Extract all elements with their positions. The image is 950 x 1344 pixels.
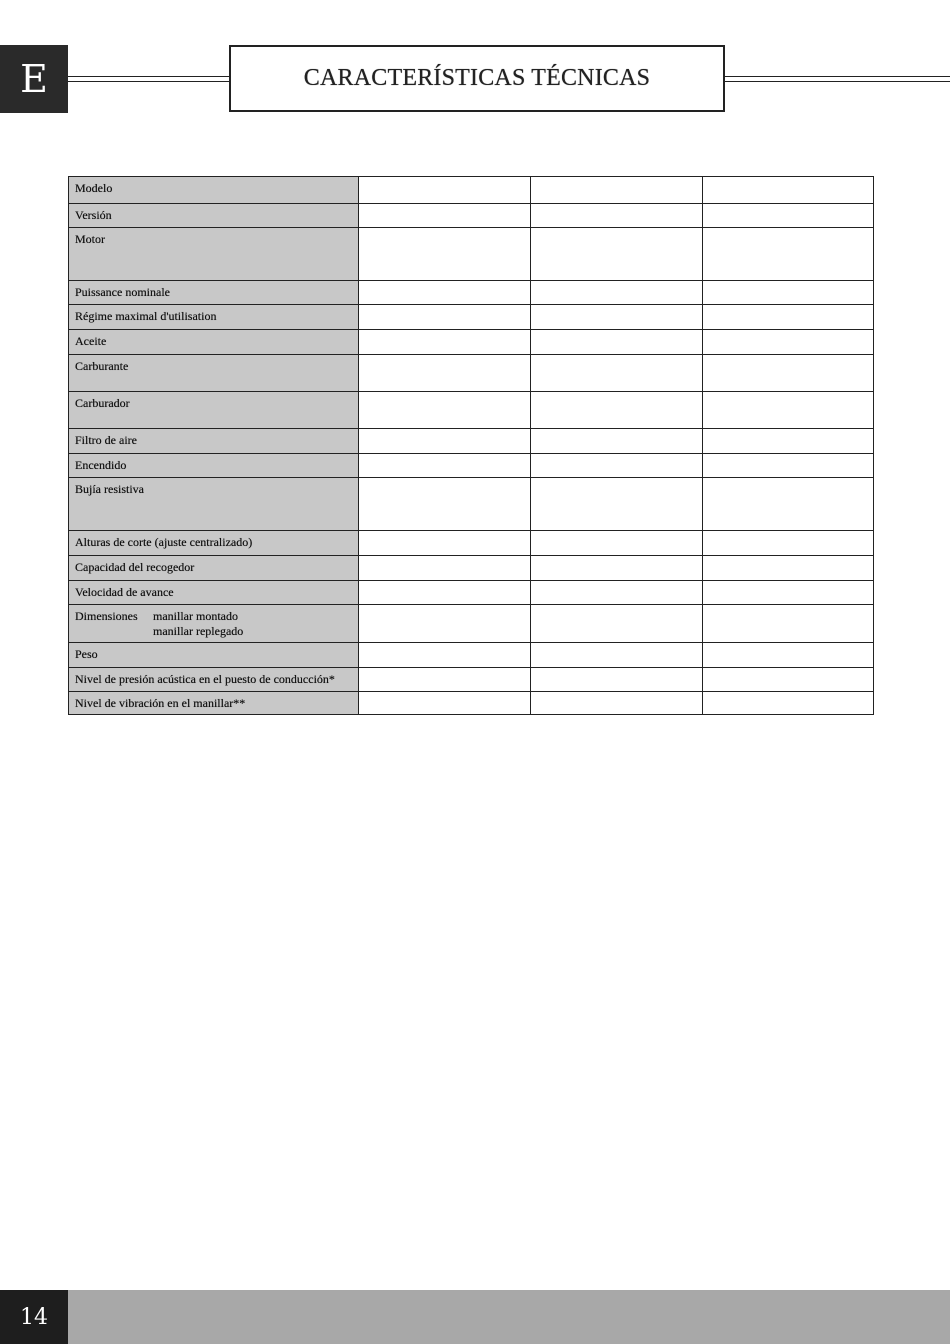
spec-label-cell [69, 643, 359, 668]
header-rule-left [68, 76, 230, 82]
spec-value-cell [359, 305, 531, 330]
spec-value-cell [359, 330, 531, 355]
spec-value-cell [531, 605, 703, 643]
page-number: 14 [20, 1304, 48, 1330]
spec-label: Modelo [75, 181, 113, 195]
spec-value-cell [359, 177, 531, 204]
spec-label: Carburador [75, 396, 130, 410]
spec-label-cell [69, 281, 359, 305]
spec-value-cell [359, 556, 531, 581]
spec-label: Peso [75, 647, 98, 661]
spec-label: Puissance nominale [75, 285, 170, 299]
spec-value-cell [531, 531, 703, 556]
spec-row [69, 478, 874, 531]
spec-sublabel: manillar replegado [153, 624, 244, 638]
spec-row [69, 355, 874, 392]
spec-value-cell [703, 531, 874, 556]
spec-value-cell [359, 392, 531, 429]
spec-label: Nivel de presión acústica en el puesto de conducción* [75, 672, 335, 686]
spec-row [69, 330, 874, 355]
spec-value-cell [359, 204, 531, 228]
spec-label-cell [69, 355, 359, 392]
spec-row [69, 668, 874, 692]
spec-label: Motor [75, 232, 105, 246]
spec-label: Dimensiones [75, 609, 138, 623]
spec-label-cell [69, 305, 359, 330]
spec-value-cell [703, 692, 874, 715]
spec-value-cell [531, 228, 703, 281]
spec-row [69, 581, 874, 605]
spec-row [69, 605, 874, 643]
spec-row [69, 692, 874, 715]
spec-label-cell [69, 330, 359, 355]
spec-value-cell [531, 355, 703, 392]
spec-value-cell [359, 429, 531, 454]
spec-value-cell [531, 204, 703, 228]
spec-value-cell [359, 668, 531, 692]
spec-value-cell [703, 392, 874, 429]
spec-label-cell [69, 478, 359, 531]
spec-value-cell [531, 392, 703, 429]
spec-row [69, 204, 874, 228]
spec-value-cell [359, 643, 531, 668]
spec-row [69, 643, 874, 668]
spec-label-cell [69, 531, 359, 556]
spec-sublabel: manillar montado [153, 609, 238, 623]
spec-value-cell [531, 281, 703, 305]
language-badge [0, 45, 68, 113]
spec-value-cell [359, 355, 531, 392]
spec-value-cell [531, 330, 703, 355]
spec-value-cell [359, 605, 531, 643]
language-code: E [20, 57, 48, 101]
spec-value-cell [531, 581, 703, 605]
spec-row [69, 556, 874, 581]
spec-label: Aceite [75, 334, 107, 348]
spec-value-cell [359, 228, 531, 281]
spec-value-cell [531, 429, 703, 454]
spec-value-cell [703, 177, 874, 204]
page-number-badge [0, 1290, 68, 1344]
spec-value-cell [531, 177, 703, 204]
spec-table [68, 176, 874, 715]
spec-value-cell [531, 478, 703, 531]
spec-value-cell [703, 668, 874, 692]
spec-value-cell [703, 355, 874, 392]
page-title-box [229, 45, 725, 112]
spec-label-cell [69, 605, 359, 643]
spec-value-cell [703, 454, 874, 478]
spec-table-body [69, 177, 874, 715]
spec-label: Encendido [75, 458, 127, 472]
spec-value-cell [703, 281, 874, 305]
spec-row [69, 429, 874, 454]
spec-label-cell [69, 692, 359, 715]
spec-row [69, 454, 874, 478]
spec-value-cell [531, 643, 703, 668]
spec-label: Régime maximal d'utilisation [75, 309, 217, 323]
spec-label: Filtro de aire [75, 433, 137, 447]
spec-value-cell [703, 429, 874, 454]
spec-label-cell [69, 429, 359, 454]
spec-row [69, 531, 874, 556]
spec-value-cell [531, 305, 703, 330]
spec-row [69, 392, 874, 429]
spec-value-cell [359, 281, 531, 305]
spec-value-cell [703, 478, 874, 531]
spec-label-cell [69, 556, 359, 581]
spec-label-cell [69, 177, 359, 204]
spec-value-cell [531, 454, 703, 478]
spec-label-cell [69, 204, 359, 228]
spec-label: Capacidad del recogedor [75, 560, 195, 574]
spec-label-cell [69, 668, 359, 692]
spec-value-cell [359, 454, 531, 478]
spec-value-cell [703, 643, 874, 668]
spec-value-cell [703, 228, 874, 281]
spec-label-cell [69, 581, 359, 605]
spec-label: Carburante [75, 359, 129, 373]
spec-value-cell [531, 668, 703, 692]
spec-label: Alturas de corte (ajuste centralizado) [75, 535, 253, 549]
spec-value-cell [703, 330, 874, 355]
spec-value-cell [531, 556, 703, 581]
spec-label: Nivel de vibración en el manillar** [75, 696, 246, 710]
spec-value-cell [359, 581, 531, 605]
spec-value-cell [703, 305, 874, 330]
spec-row [69, 305, 874, 330]
spec-label-cell [69, 228, 359, 281]
spec-value-cell [359, 478, 531, 531]
spec-value-cell [531, 692, 703, 715]
spec-value-cell [703, 605, 874, 643]
spec-row [69, 177, 874, 204]
page-title: CARACTERÍSTICAS TÉCNICAS [303, 65, 651, 91]
spec-label-cell [69, 454, 359, 478]
footer-bar [68, 1290, 950, 1344]
spec-label: Versión [75, 208, 112, 222]
spec-label: Velocidad de avance [75, 585, 174, 599]
spec-row [69, 281, 874, 305]
spec-value-cell [359, 531, 531, 556]
spec-label: Bujía resistiva [75, 482, 144, 496]
spec-row [69, 228, 874, 281]
spec-value-cell [359, 692, 531, 715]
spec-value-cell [703, 556, 874, 581]
spec-label-cell [69, 392, 359, 429]
spec-value-cell [703, 581, 874, 605]
header-rule-right [724, 76, 950, 82]
spec-value-cell [703, 204, 874, 228]
